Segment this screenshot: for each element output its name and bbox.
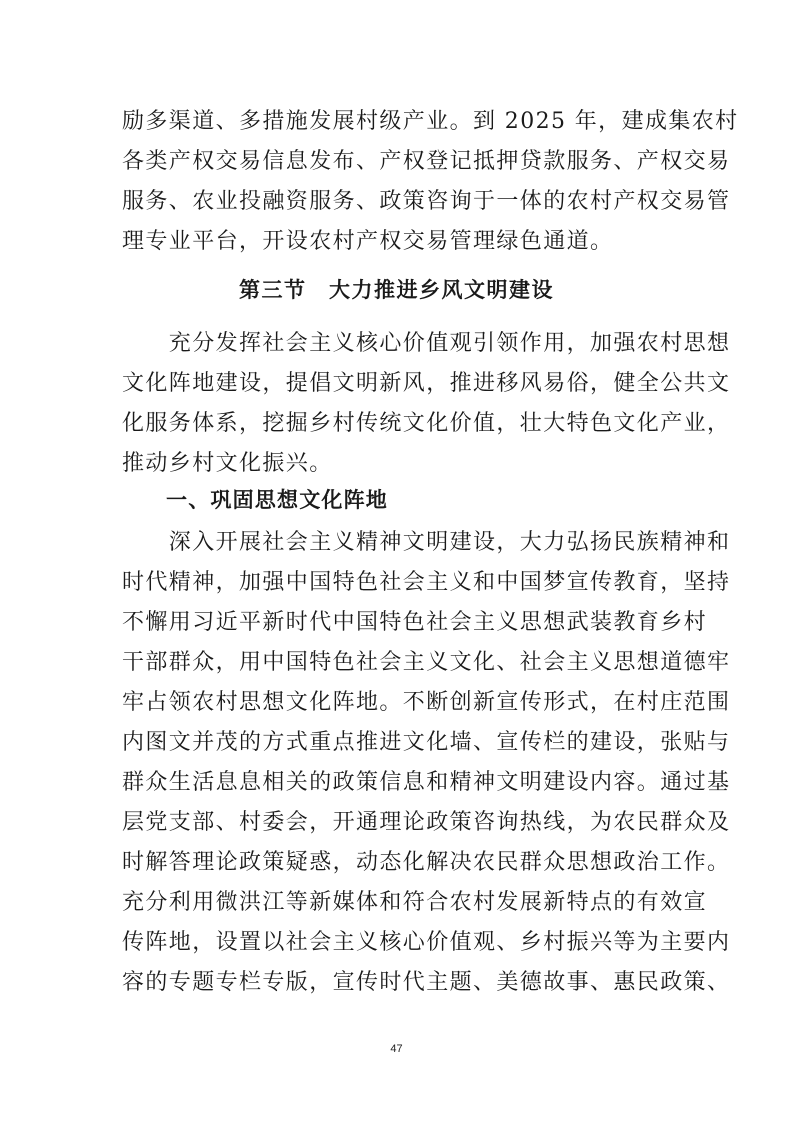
text-line: 牢占领农村思想文化阵地。不断创新宣传形式，在村庄范围 (122, 690, 731, 715)
text-line: 层党支部、村委会，开通理论政策咨询热线，为农民群众及 (122, 810, 731, 835)
text-line: 理专业平台，开设农村产权交易管理绿色通道。 (122, 229, 614, 254)
page-number: 47 (390, 1043, 403, 1055)
text-line: 时解答理论政策疑惑，动态化解决农民群众思想政治工作。 (122, 850, 731, 875)
text-line: 群众生活息息相关的政策信息和精神文明建设内容。通过基 (122, 770, 731, 795)
text-line: 深入开展社会主义精神文明建设，大力弘扬民族精神和 (122, 530, 731, 555)
text-line: 传阵地，设置以社会主义核心价值观、乡村振兴等为主要内 (122, 930, 731, 955)
text-line: 内图文并茂的方式重点推进文化墙、宣传栏的建设，张贴与 (122, 730, 731, 755)
text-line: 推动乡村文化振兴。 (122, 451, 333, 476)
text-line: 文化阵地建设，提倡文明新风，推进移风易俗，健全公共文 (122, 371, 731, 396)
text-line: 化服务体系，挖掘乡村传统文化价值，壮大特色文化产业， (122, 411, 731, 436)
subsection-title: 一、巩固思想文化阵地 (166, 488, 388, 512)
text-line: 不懈用习近平新时代中国特色社会主义思想武装教育乡村 (122, 610, 708, 635)
text-line: 充分发挥社会主义核心价值观引领作用，加强农村思想 (122, 331, 731, 356)
text-line: 容的专题专栏专版，宣传时代主题、美德故事、惠民政策、 (122, 970, 731, 995)
text-line: 服务、农业投融资服务、政策咨询于一体的农村产权交易管 (122, 189, 731, 214)
text-line: 时代精神，加强中国特色社会主义和中国梦宣传教育，坚持 (122, 570, 731, 595)
text-line: 充分利用微洪江等新媒体和符合农村发展新特点的有效宣 (122, 890, 708, 915)
text-line: 干部群众，用中国特色社会主义文化、社会主义思想道德牢 (122, 650, 731, 675)
paragraph-rural-civilization-intro (122, 324, 731, 484)
paragraph-ideological-culture (122, 523, 731, 1003)
section-title: 第三节 大力推进乡风文明建设 (239, 278, 554, 302)
text-line: 各类产权交易信息发布、产权登记抵押贷款服务、产权交易 (122, 149, 731, 174)
text-line: 励多渠道、多措施发展村级产业。到 2025 年，建成集农村 (122, 109, 739, 134)
paragraph-industry-development (122, 102, 739, 262)
